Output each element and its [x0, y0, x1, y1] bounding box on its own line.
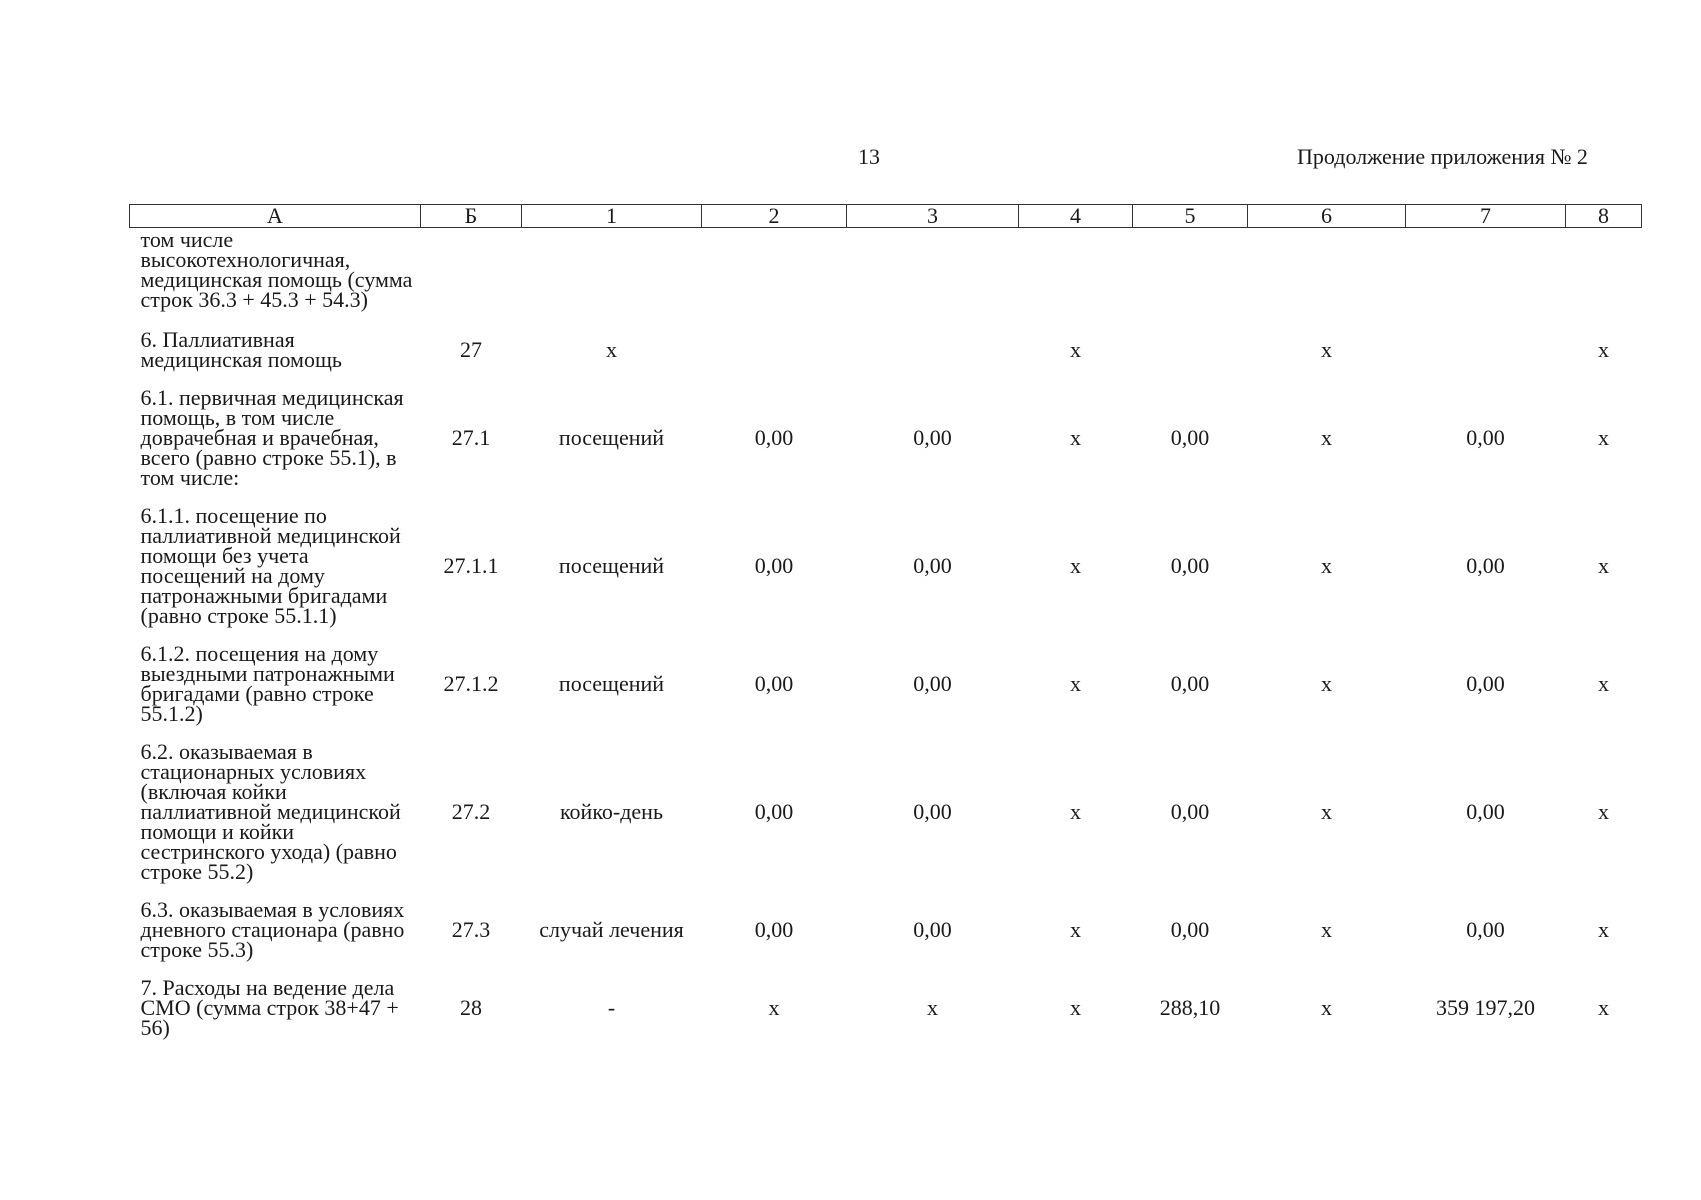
table-cell: х	[1070, 425, 1081, 450]
table-cell: 288,10	[1159, 995, 1221, 1020]
data-table	[129, 204, 1642, 1046]
column-header: А	[130, 205, 421, 228]
table-cell: 27.3	[451, 917, 491, 942]
row-label: том числе высокотехнологичная, медицинская помощь (сумма строк 36.3 + 45.3 + 54.3)	[140, 227, 413, 312]
table-cell: 27.1.2	[443, 671, 499, 696]
column-header: 8	[1566, 205, 1642, 228]
table-cell: 0,00	[754, 553, 794, 578]
table-cell: х	[1321, 799, 1332, 824]
table-cell: х	[1070, 337, 1081, 362]
column-header: 1	[522, 205, 702, 228]
table-cell: -	[607, 995, 616, 1020]
table-cell	[1566, 228, 1642, 321]
table-cell	[702, 228, 847, 321]
table-cell: 0,00	[754, 425, 794, 450]
table-row	[130, 732, 1642, 890]
table-header-row	[130, 205, 1642, 228]
table-cell: 0,00	[1466, 799, 1505, 824]
table-cell: х	[1321, 995, 1332, 1020]
table-cell	[421, 228, 522, 321]
table-cell: 359 197,20	[1436, 995, 1535, 1020]
column-header: 4	[1019, 205, 1133, 228]
table-cell: посещений	[558, 553, 665, 578]
table-cell: 0,00	[1170, 553, 1210, 578]
table-cell	[1133, 228, 1248, 321]
row-label: 6.3. оказываемая в условиях дневного стационара (равно строке 55.3)	[140, 897, 405, 962]
table-cell: 0,00	[1170, 425, 1210, 450]
table-cell: х	[1321, 553, 1332, 578]
page-caption: Продолжение приложения № 2	[1297, 144, 1588, 169]
table-row	[130, 968, 1642, 1046]
table-cell: 0,00	[1466, 917, 1505, 942]
table-cell: посещений	[558, 425, 665, 450]
table-cell: х	[1321, 671, 1332, 696]
table-cell: 0,00	[1170, 799, 1210, 824]
table-cell: х	[1070, 799, 1081, 824]
page-number: 13	[858, 144, 880, 169]
table-cell: х	[1598, 425, 1609, 450]
table-cell	[1019, 228, 1133, 321]
column-header: 3	[847, 205, 1019, 228]
table-cell: 0,00	[754, 917, 794, 942]
table-cell	[1248, 228, 1406, 321]
table-row	[130, 634, 1642, 732]
column-header: 2	[702, 205, 847, 228]
table-cell: посещений	[558, 671, 665, 696]
table-cell: х	[1070, 553, 1081, 578]
table-cell: 0,00	[1466, 425, 1505, 450]
table-cell: 28	[460, 995, 482, 1020]
table-cell: 0,00	[913, 425, 952, 450]
table-cell: х	[1598, 337, 1609, 362]
table-cell	[702, 320, 847, 378]
row-label: 6.1.2. посещения на дому выездными патронажными бригадами (равно строке 55.1.2)	[140, 641, 395, 726]
table-cell: х	[1070, 917, 1081, 942]
table-row	[130, 496, 1642, 634]
table-cell	[1133, 320, 1248, 378]
table-cell: х	[1598, 671, 1609, 696]
row-label: 6.1. первичная медицинская помощь, в том числе доврачебная и врачебная, всего (равно строке 55.1), в том числе:	[140, 385, 404, 490]
table-cell	[1406, 228, 1566, 321]
row-label: 6.2. оказываемая в стационарных условиях (включая койки паллиативной медицинской помощи и койки сестринского ухода) (равно строке 55.2)	[140, 739, 401, 884]
table-cell: случай лечения	[539, 917, 684, 942]
table-cell: 0,00	[913, 553, 952, 578]
table-cell: х	[927, 995, 938, 1020]
table-cell	[847, 320, 1019, 378]
column-header: Б	[421, 205, 522, 228]
table-row	[130, 228, 1642, 321]
table-cell: х	[1598, 917, 1609, 942]
row-label: 6. Паллиативная медицинская помощь	[140, 327, 342, 372]
table-row	[130, 378, 1642, 496]
table-row	[130, 890, 1642, 968]
table-cell: 27.1	[451, 425, 491, 450]
table-cell	[522, 228, 702, 321]
table-row	[130, 320, 1642, 378]
column-header: 5	[1133, 205, 1248, 228]
table-cell: х	[1070, 671, 1081, 696]
table-cell: х	[1070, 995, 1081, 1020]
table-cell: 27	[460, 337, 482, 362]
table-cell: х	[768, 995, 780, 1020]
table-cell: 27.1.1	[443, 553, 499, 578]
row-label: 7. Расходы на ведение дела СМО (сумма строк 38+47 + 56)	[140, 975, 399, 1040]
table-cell: 0,00	[1170, 917, 1210, 942]
table-cell: 0,00	[754, 799, 794, 824]
table-cell: 0,00	[1466, 553, 1505, 578]
table-cell: 0,00	[1170, 671, 1210, 696]
table-cell: 27.2	[451, 799, 491, 824]
row-label: 6.1.1. посещение по паллиативной медицинской помощи без учета посещений на дому патронажными бригадами (равно строке 55.1.1)	[140, 503, 401, 628]
table-cell: х	[1598, 995, 1609, 1020]
table-cell: 0,00	[913, 917, 952, 942]
table-cell: койко-день	[559, 799, 663, 824]
table-cell: х	[606, 337, 617, 362]
table-cell: х	[1321, 337, 1332, 362]
table-cell	[847, 228, 1019, 321]
column-header: 7	[1406, 205, 1566, 228]
table-cell	[1406, 320, 1566, 378]
table-cell: 0,00	[913, 671, 952, 696]
table-cell: х	[1321, 917, 1332, 942]
table-cell: х	[1598, 553, 1609, 578]
column-header: 6	[1248, 205, 1406, 228]
table-cell: х	[1321, 425, 1332, 450]
table-cell: 0,00	[913, 799, 952, 824]
table-cell: 0,00	[754, 671, 794, 696]
table-cell: х	[1598, 799, 1609, 824]
table-cell: 0,00	[1466, 671, 1505, 696]
